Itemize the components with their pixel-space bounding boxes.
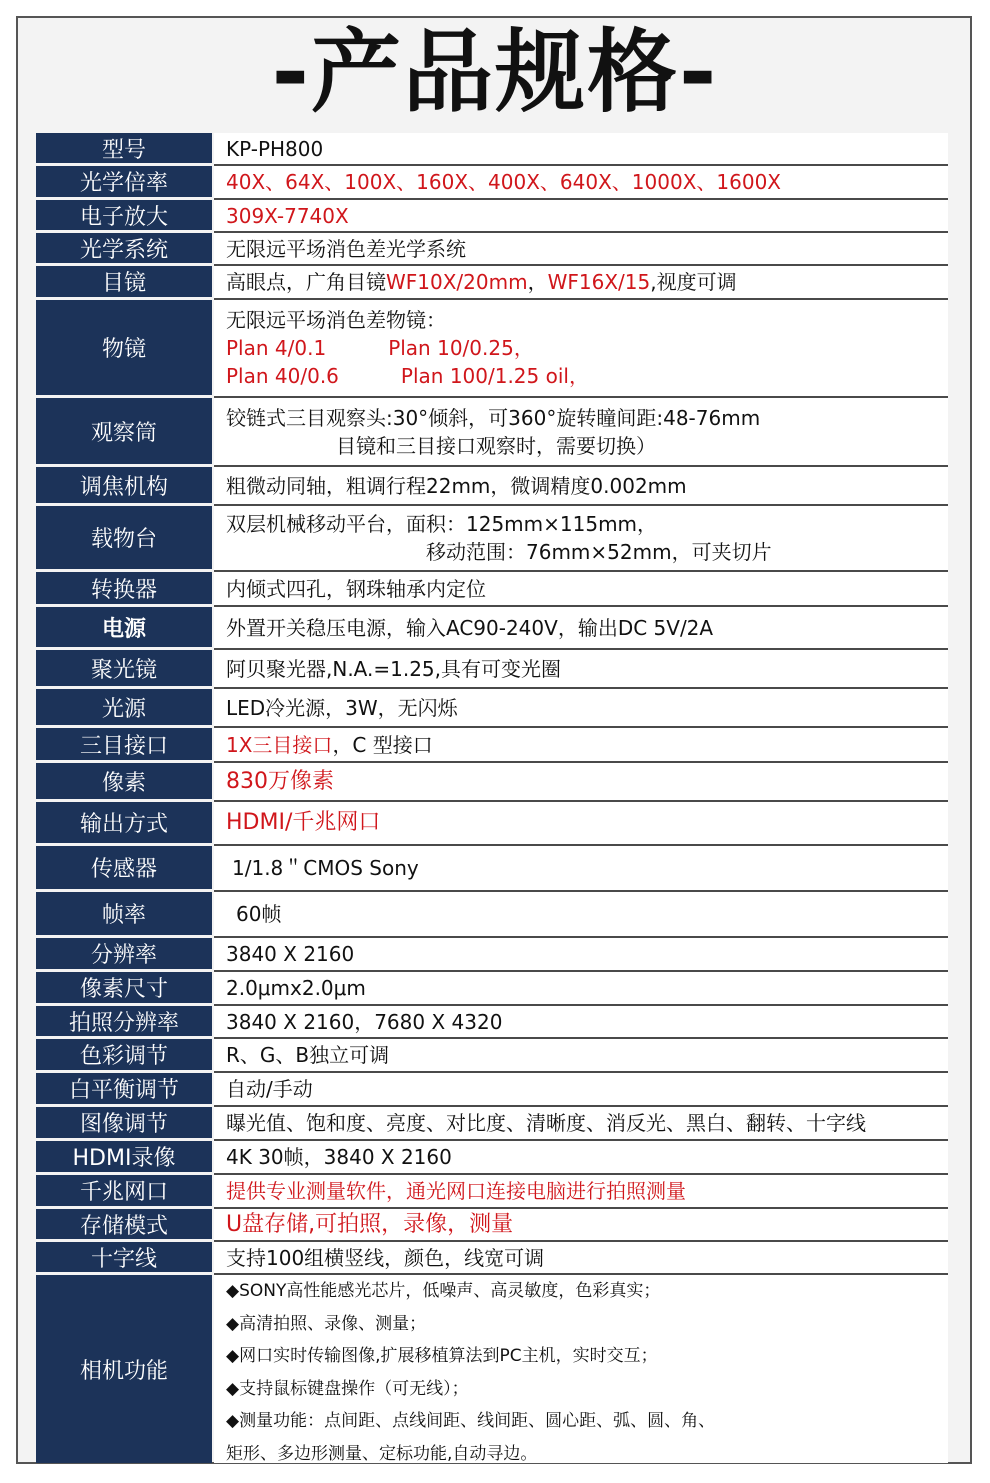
spec-value: 无限远平场消色差光学系统 [214,233,948,266]
spec-value: R、G、B独立可调 [214,1039,948,1073]
spec-label: 光学系统 [36,233,212,266]
spec-label: 白平衡调节 [36,1073,212,1107]
spec-label: 传感器 [36,846,212,892]
camera-feature: ◆高清拍照、录像、测量； [226,1313,427,1334]
spec-row-observation-tube [36,398,952,467]
spec-row-white-balance [36,1073,952,1107]
camera-feature: ◆网口实时传输图像,扩展移植算法到PC主机，实时交互； [226,1346,658,1366]
camera-feature: ◆SONY高性能感光芯片，低噪声、高灵敏度，色彩真实； [226,1281,661,1301]
spec-value: 铰链式三目观察头:30°倾斜，可360°旋转瞳间距:48-76mm 目镜和三目接口观察时，需要切换） [214,398,948,467]
spec-value: U盘存储,可拍照，录像，测量 [214,1209,948,1242]
spec-value: 外置开关稳压电源，输入AC90-240V，输出DC 5V/2A [214,607,948,650]
spec-label: 光源 [36,689,212,728]
spec-row-crosshair [36,1242,952,1275]
spec-row-camera-functions [36,1275,952,1463]
spec-row-storage [36,1209,952,1242]
spec-label: 调焦机构 [36,467,212,506]
spec-label: 聚光镜 [36,650,212,689]
spec-value: 阿贝聚光器,N.A.=1.25,具有可变光圈 [214,650,948,689]
spec-value: 自动/手动 [214,1073,948,1107]
spec-label: 图像调节 [36,1107,212,1141]
spec-value: HDMI/千兆网口 [214,802,948,846]
spec-row-optical-system [36,233,952,266]
spec-value: 双层机械移动平台，面积：125mm×115mm， 移动范围：76mm×52mm，可夹切片 [214,506,948,572]
spec-label: 色彩调节 [36,1039,212,1073]
spec-label: 像素尺寸 [36,972,212,1006]
camera-feature: ◆测量功能：点间距、点线间距、线间距、圆心距、弧、圆、角、 [226,1411,716,1431]
spec-label: 分辨率 [36,938,212,972]
spec-label: 三目接口 [36,728,212,763]
spec-value: 4K 30帧，3840 X 2160 [214,1141,948,1175]
spec-label: 转换器 [36,572,212,607]
spec-value: 309X-7740X [214,200,948,233]
spec-row-pixel-size [36,972,952,1006]
page-title: -产品规格- [271,20,719,125]
spec-value: 支持100组横竖线，颜色，线宽可调 [214,1242,948,1275]
spec-label: 目镜 [36,266,212,300]
spec-value: 高眼点，广角目镜WF10X/20mm，WF16X/15,视度可调 [214,266,948,300]
spec-value: 2.0μmx2.0μm [214,972,948,1006]
spec-row-hdmi-record [36,1141,952,1175]
spec-row-nosepiece [36,572,952,607]
camera-feature: ◆支持鼠标键盘操作（可无线）； [226,1378,469,1399]
spec-label: 输出方式 [36,802,212,846]
spec-value: 无限远平场消色差物镜： Plan 4/0.1 Plan 10/0.25， Plan 40/0.6 Plan 100/1.25 oil， [214,300,948,398]
spec-row-image-adjust [36,1107,952,1141]
spec-value: 40X、64X、100X、160X、400X、640X、1000X、1600X [214,166,948,200]
spec-row-stage [36,506,952,572]
spec-row-gigabit-ethernet [36,1175,952,1209]
spec-row-condenser [36,650,952,689]
spec-value: 提供专业测量软件，通光网口连接电脑进行拍照测量 [214,1175,948,1209]
spec-label: 光学倍率 [36,166,212,200]
spec-value: 曝光值、饱和度、亮度、对比度、清晰度、消反光、黑白、翻转、十字线 [214,1107,948,1141]
spec-label: 像素 [36,763,212,802]
spec-label: 十字线 [36,1242,212,1275]
spec-row-power [36,607,952,650]
spec-label: 帧率 [36,892,212,938]
spec-row-optical-magnification [36,166,952,200]
spec-value: 内倾式四孔，钢珠轴承内定位 [214,572,948,607]
spec-value: 60帧 [214,892,948,938]
spec-row-photo-resolution [36,1006,952,1039]
spec-value: 830万像素 [214,763,948,802]
spec-label: 型号 [36,133,212,166]
spec-label: 千兆网口 [36,1175,212,1209]
spec-value: 1X三目接口，C 型接口 [214,728,948,763]
camera-feature: 矩形、多边形测量、定标功能,自动寻边。 [226,1443,538,1464]
spec-label: 电子放大 [36,200,212,233]
spec-row-output [36,802,952,846]
spec-value: 3840 X 2160 [214,938,948,972]
spec-label: HDMI录像 [36,1141,212,1175]
spec-row-eyepiece [36,266,952,300]
spec-row-model [36,133,952,166]
spec-row-electronic-zoom [36,200,952,233]
spec-row-objective [36,300,952,398]
spec-value: KP-PH800 [214,133,948,166]
spec-row-trinocular-port [36,728,952,763]
spec-label: 载物台 [36,506,212,572]
spec-value [214,1275,948,1463]
spec-row-sensor [36,846,952,892]
spec-label: 观察筒 [36,398,212,467]
spec-label: 相机功能 [36,1275,212,1463]
spec-row-pixels [36,763,952,802]
spec-label: 物镜 [36,300,212,398]
spec-table [36,133,952,1463]
spec-value: 1/1.8＂CMOS Sony [214,846,948,892]
spec-row-color-adjust [36,1039,952,1073]
spec-label: 电源 [36,607,212,650]
spec-value: 粗微动同轴，粗调行程22mm，微调精度0.002mm [214,467,948,506]
spec-value: 3840 X 2160，7680 X 4320 [214,1006,948,1039]
spec-value: LED冷光源，3W，无闪烁 [214,689,948,728]
spec-row-focus [36,467,952,506]
spec-row-frame-rate [36,892,952,938]
spec-row-light-source [36,689,952,728]
spec-label: 拍照分辨率 [36,1006,212,1039]
spec-label: 存储模式 [36,1209,212,1242]
spec-row-resolution [36,938,952,972]
